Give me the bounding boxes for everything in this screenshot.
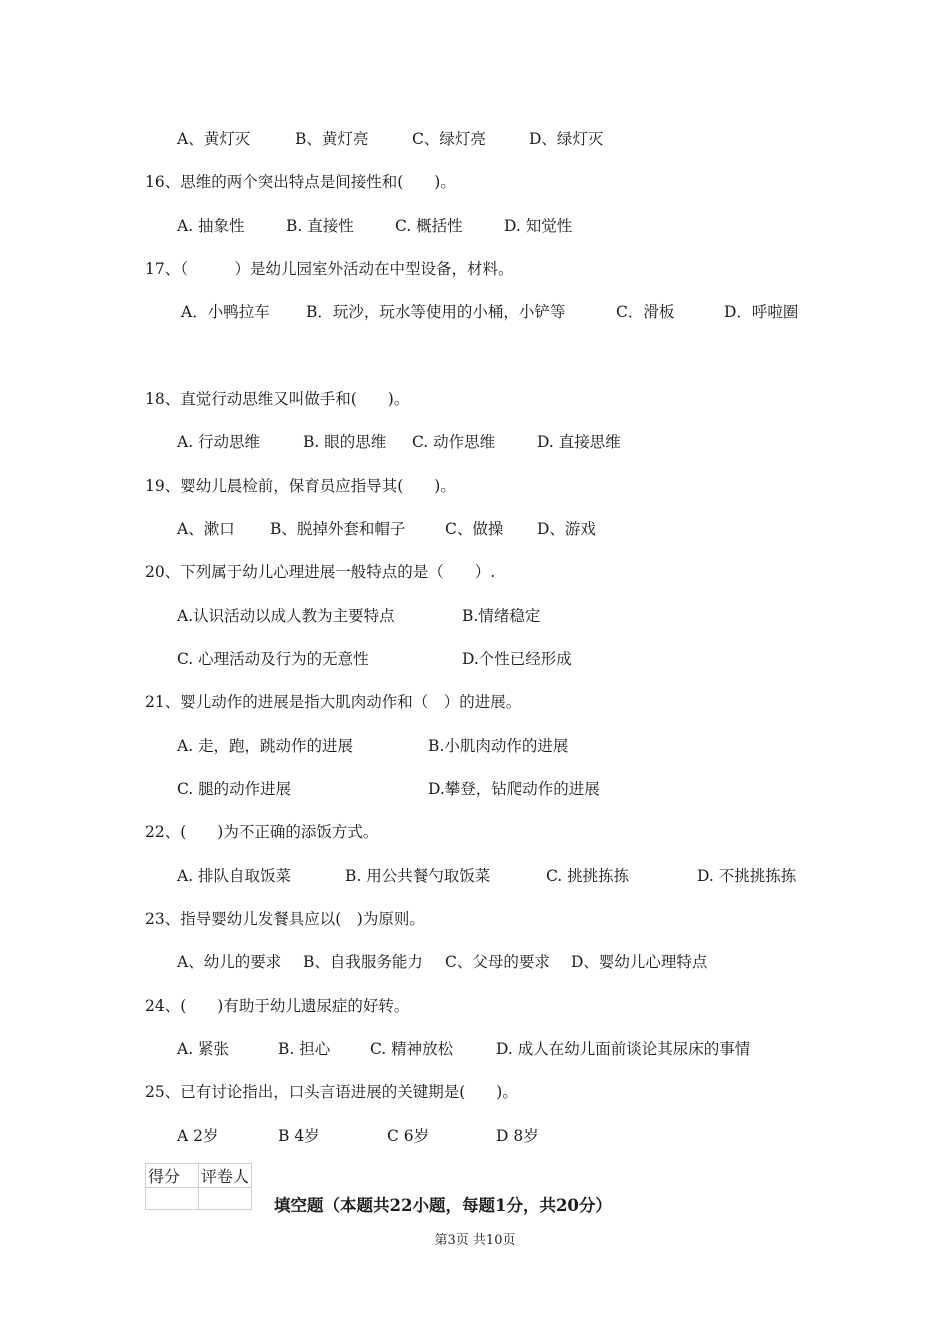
q20-option-b: B.情绪稳定 <box>462 607 541 625</box>
q25-option-b: B 4岁 <box>278 1127 320 1145</box>
q15-option-a: A、黄灯灭 <box>177 130 251 148</box>
question-21: 21、婴儿动作的进展是指大肌肉动作和（ ）的进展。 <box>145 693 522 711</box>
q22-option-a: A. 排队自取饭菜 <box>177 867 292 885</box>
q15-option-c: C、绿灯亮 <box>412 130 486 148</box>
q23-option-b: B、自我服务能力 <box>303 953 423 971</box>
q17-option-c: C．滑板 <box>616 303 675 321</box>
question-24: 24、( )有助于幼儿遗尿症的好转。 <box>145 997 410 1015</box>
q21-option-d: D.攀登，钻爬动作的进展 <box>428 780 600 798</box>
score-header: 得分 <box>146 1164 199 1188</box>
q24-option-d: D. 成人在幼儿面前谈论其尿床的事情 <box>496 1040 751 1058</box>
q15-option-b: B、黄灯亮 <box>295 130 369 148</box>
q21-option-b: B.小肌肉动作的进展 <box>428 737 569 755</box>
q22-option-b: B. 用公共餐勺取饭菜 <box>345 867 491 885</box>
q21-option-a: A. 走，跑，跳动作的进展 <box>177 737 354 755</box>
q19-option-a: A、漱口 <box>177 520 235 538</box>
question-25: 25、已有讨论指出，口头言语进展的关键期是( )。 <box>145 1083 518 1101</box>
q20-option-c: C. 心理活动及行为的无意性 <box>177 650 369 668</box>
q19-option-b: B、脱掉外套和帽子 <box>270 520 406 538</box>
q18-option-b: B. 眼的思维 <box>303 433 387 451</box>
q16-option-d: D. 知觉性 <box>504 217 573 235</box>
q17-option-a: A．小鸭拉车 <box>181 303 270 321</box>
q24-option-c: C. 精神放松 <box>370 1040 454 1058</box>
q17-option-b: B．玩沙，玩水等使用的小桶，小铲等 <box>306 303 566 321</box>
q24-option-b: B. 担心 <box>278 1040 331 1058</box>
score-table <box>145 1163 252 1210</box>
question-19: 19、婴幼儿晨检前，保育员应指导其( )。 <box>145 477 456 495</box>
page-footer: 第3页 共10页 <box>434 1233 516 1248</box>
q23-option-c: C、父母的要求 <box>445 953 550 971</box>
q23-option-a: A、幼儿的要求 <box>177 953 282 971</box>
question-20: 20、下列属于幼儿心理进展一般特点的是（ ）. <box>145 563 496 581</box>
q25-option-a: A 2岁 <box>177 1127 219 1145</box>
q22-option-d: D. 不挑挑拣拣 <box>697 867 797 885</box>
q19-option-c: C、做操 <box>445 520 504 538</box>
section-title: 填空题（本题共22小题，每题1分，共20分） <box>274 1196 612 1215</box>
q15-option-d: D、绿灯灭 <box>529 130 604 148</box>
q20-option-a: A.认识活动以成人教为主要特点 <box>177 607 395 625</box>
q16-option-a: A. 抽象性 <box>177 217 245 235</box>
q18-option-c: C. 动作思维 <box>412 433 496 451</box>
grader-cell <box>199 1188 252 1210</box>
q25-option-c: C 6岁 <box>387 1127 430 1145</box>
q17-option-d: D．呼啦圈 <box>724 303 799 321</box>
q24-option-a: A. 紧张 <box>177 1040 230 1058</box>
q20-option-d: D.个性已经形成 <box>462 650 572 668</box>
q23-option-d: D、婴幼儿心理特点 <box>571 953 708 971</box>
q18-option-d: D. 直接思维 <box>537 433 621 451</box>
q22-option-c: C. 挑挑拣拣 <box>546 867 630 885</box>
q25-option-d: D 8岁 <box>496 1127 539 1145</box>
q18-option-a: A. 行动思维 <box>177 433 261 451</box>
question-17: 17、（ ）是幼儿园室外活动在中型设备，材料。 <box>145 260 514 278</box>
question-16: 16、思维的两个突出特点是间接性和( )。 <box>145 173 456 191</box>
question-18: 18、直觉行动思维又叫做手和( )。 <box>145 390 410 408</box>
q21-option-c: C. 腿的动作进展 <box>177 780 292 798</box>
q19-option-d: D、游戏 <box>537 520 596 538</box>
q16-option-c: C. 概括性 <box>395 217 463 235</box>
question-23: 23、指导婴幼儿发餐具应以( )为原则。 <box>145 910 425 928</box>
score-cell <box>146 1188 199 1210</box>
question-22: 22、( )为不正确的添饭方式。 <box>145 823 379 841</box>
grader-header: 评卷人 <box>199 1164 252 1188</box>
q16-option-b: B. 直接性 <box>286 217 354 235</box>
